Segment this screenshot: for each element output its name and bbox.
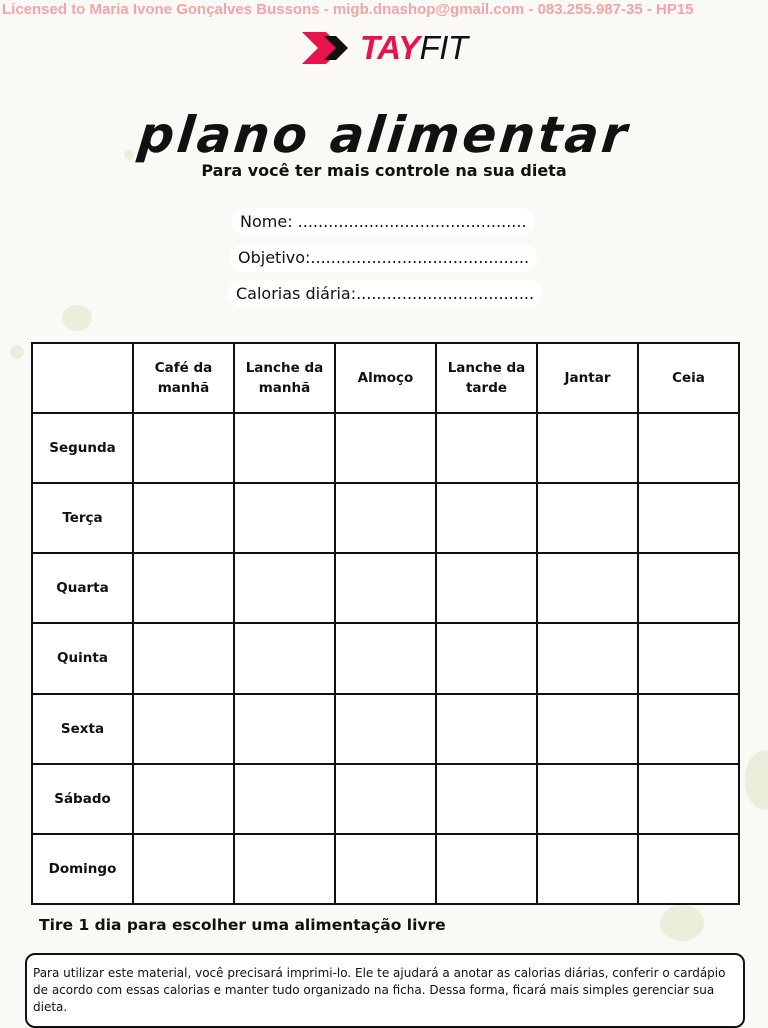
meal-cell[interactable] xyxy=(335,764,436,834)
nome-field[interactable]: Nome: ............................................. xyxy=(232,208,535,236)
meal-cell[interactable] xyxy=(234,483,335,553)
calorias-field[interactable]: Calorias diária:................................... xyxy=(228,280,542,308)
table-row xyxy=(32,694,739,764)
day-label-domingo: Domingo xyxy=(32,834,133,904)
page-title: plano alimentar xyxy=(135,106,633,164)
instructions-note: Para utilizar este material, você precisará imprimi-lo. Ele te ajudará a anotar as calorias diárias, conferir o cardápio de acordo com essas calorias e manter tudo organizado na ficha. Dessa forma, ficará mais simples gerenciar sua dieta. xyxy=(25,953,745,1028)
day-label-segunda: Segunda xyxy=(32,413,133,483)
meal-cell[interactable] xyxy=(638,834,739,904)
meal-cell[interactable] xyxy=(436,834,537,904)
meal-cell[interactable] xyxy=(335,623,436,693)
meal-cell[interactable] xyxy=(133,764,234,834)
meal-cell[interactable] xyxy=(335,413,436,483)
logo-text-tay: TAY xyxy=(360,29,420,66)
meal-cell[interactable] xyxy=(436,764,537,834)
meal-cell[interactable] xyxy=(436,553,537,623)
meal-cell[interactable] xyxy=(234,694,335,764)
table-row xyxy=(32,553,739,623)
header-ceia: Ceia xyxy=(638,343,739,413)
header-corner-cell xyxy=(32,343,133,413)
meal-cell[interactable] xyxy=(133,694,234,764)
meal-cell[interactable] xyxy=(638,413,739,483)
logo-wordmark xyxy=(360,28,468,68)
background-splatter xyxy=(745,750,768,810)
meal-cell[interactable] xyxy=(638,483,739,553)
meal-cell[interactable] xyxy=(133,834,234,904)
objetivo-field[interactable]: Objetivo:........................................... xyxy=(230,244,537,272)
meal-cell[interactable] xyxy=(537,623,638,693)
meal-cell[interactable] xyxy=(436,623,537,693)
license-watermark: Licensed to Maria Ivone Gonçalves Bussons - migb.dnashop@gmail.com - 083.255.987-35 - HP15 xyxy=(2,1,694,18)
header-lanche-da-tarde: Lanche da tarde xyxy=(436,343,537,413)
meal-cell[interactable] xyxy=(234,623,335,693)
meal-cell[interactable] xyxy=(638,553,739,623)
meal-cell[interactable] xyxy=(133,413,234,483)
meal-cell[interactable] xyxy=(638,623,739,693)
meal-cell[interactable] xyxy=(537,694,638,764)
background-splatter xyxy=(10,345,24,359)
day-label-quarta: Quarta xyxy=(32,553,133,623)
meal-cell[interactable] xyxy=(234,413,335,483)
header-jantar: Jantar xyxy=(537,343,638,413)
meal-cell[interactable] xyxy=(133,483,234,553)
meal-cell[interactable] xyxy=(133,553,234,623)
meal-cell[interactable] xyxy=(537,483,638,553)
tayfit-logo xyxy=(300,28,480,68)
day-label-quinta: Quinta xyxy=(32,623,133,693)
free-day-tip: Tire 1 dia para escolher uma alimentação livre xyxy=(39,916,446,934)
meal-cell[interactable] xyxy=(537,834,638,904)
table-row xyxy=(32,764,739,834)
meal-cell[interactable] xyxy=(638,694,739,764)
meal-cell[interactable] xyxy=(335,553,436,623)
table-row xyxy=(32,623,739,693)
background-splatter xyxy=(660,905,704,941)
meal-cell[interactable] xyxy=(638,764,739,834)
logo-text-fit: FIT xyxy=(419,29,468,66)
day-label-terca: Terça xyxy=(32,483,133,553)
meal-cell[interactable] xyxy=(234,553,335,623)
meal-cell[interactable] xyxy=(537,413,638,483)
header-cafe-da-manha: Café da manhã xyxy=(133,343,234,413)
meal-cell[interactable] xyxy=(335,834,436,904)
table-header-row xyxy=(32,343,739,413)
meal-cell[interactable] xyxy=(436,413,537,483)
page-subtitle: Para você ter mais controle na sua dieta xyxy=(201,161,567,180)
header-almoco: Almoço xyxy=(335,343,436,413)
meal-plan-table xyxy=(31,342,740,905)
meal-cell[interactable] xyxy=(234,764,335,834)
table-row xyxy=(32,483,739,553)
day-label-sabado: Sábado xyxy=(32,764,133,834)
meal-cell[interactable] xyxy=(436,694,537,764)
chevron-logo-icon xyxy=(300,30,358,66)
background-splatter xyxy=(62,305,92,331)
meal-cell[interactable] xyxy=(537,553,638,623)
table-row xyxy=(32,834,739,904)
meal-cell[interactable] xyxy=(335,483,436,553)
meal-cell[interactable] xyxy=(234,834,335,904)
table-row xyxy=(32,413,739,483)
meal-cell[interactable] xyxy=(436,483,537,553)
meal-cell[interactable] xyxy=(133,623,234,693)
day-label-sexta: Sexta xyxy=(32,694,133,764)
meal-cell[interactable] xyxy=(335,694,436,764)
header-lanche-da-manha: Lanche da manhã xyxy=(234,343,335,413)
meal-cell[interactable] xyxy=(537,764,638,834)
